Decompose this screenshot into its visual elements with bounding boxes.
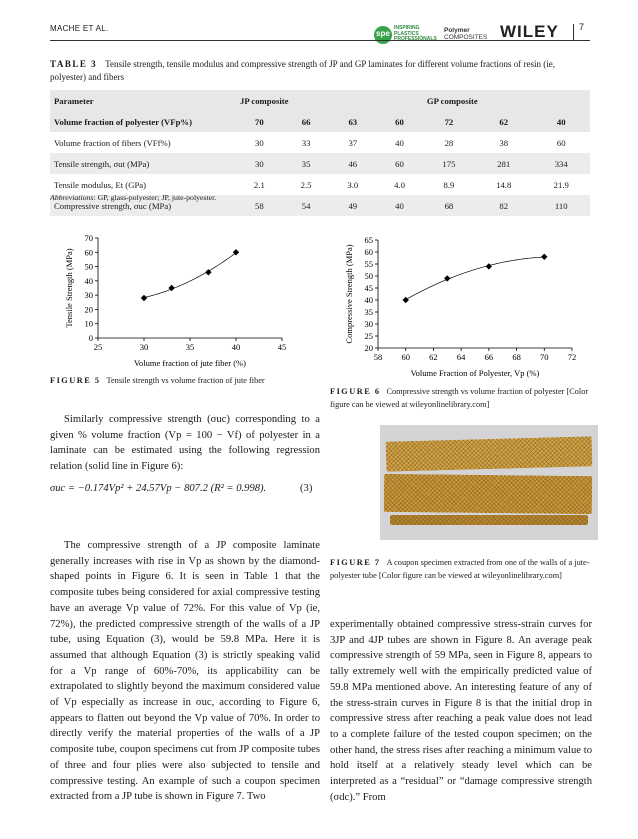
y-tick-label: 55: [364, 259, 373, 269]
x-tick-label: 72: [567, 352, 577, 362]
x-tick-label: 30: [139, 342, 149, 352]
y-tick-label: 20: [364, 343, 373, 353]
table-cell: 46: [329, 153, 376, 174]
x-axis-title: Volume fraction of jute fiber (%): [134, 358, 246, 368]
table-cell: 66: [283, 111, 330, 132]
table-cell: 40: [376, 195, 423, 216]
figure-6-label: FIGURE 6: [330, 387, 381, 396]
y-tick-label: 0: [88, 333, 93, 343]
figure-5-caption-text: Tensile strength vs volume fraction of jute fiber: [106, 376, 265, 385]
y-tick-label: 30: [84, 290, 93, 301]
paragraph-stress-strain: experimentally obtained compressive stress-strain curves for 3JP and 4JP tubes are shown in Figure 8. An average peak compressive strength of 59 MPa, seen in Figure 8, appears to tally extremely well with the empirically predicted value of 59.8 MPa mentioned above. An interesting feature of any of the stress-strain curves in Figure 8 is that the initial drop in compressive stress after reaching a peak value does not lead to a complete failure of the tested coupon specimen; on the other hand, the stress rises after reaching a minimum value to hold itself at a relatively steady level which can be interpreted as a “residual” or “damage compressive strength (σdc).” From: [330, 619, 592, 803]
table-cell: 28: [444, 137, 454, 148]
coupon-specimen-photo: [380, 425, 598, 540]
figure-6-caption: [330, 385, 592, 411]
table-cell: 68: [423, 195, 475, 216]
table-cell: 4.0: [394, 179, 405, 190]
table-cell: 40: [532, 111, 590, 132]
y-tick-label: 65: [364, 235, 373, 245]
table-cell: 72: [423, 111, 475, 132]
table-cell: Tensile modulus, Et (GPa): [54, 179, 147, 190]
y-axis-title: Tensile Strength (MPa): [64, 248, 74, 328]
figure-5-caption: [50, 374, 320, 387]
abbrev-text: : GP, glass-polyester; JP, jute-polyester.: [93, 193, 217, 202]
x-tick-label: 70: [540, 352, 549, 362]
paragraph-regression-intro: Similarly compressive strength (σuc) corresponding to a given % volume fraction (Vp = 100 − Vf) of polyester in a laminate can be estimated using the following regression relation (solid line in Figure 6):: [50, 414, 320, 473]
table-abbreviations: [50, 193, 216, 202]
table-caption-text: Tensile strength, tensile modulus and compressive strength of JP and GP laminates for different volume fractions of resin (ie, polyester) and fibers: [50, 59, 556, 82]
x-tick-label: 64: [456, 352, 466, 362]
trend-line: [406, 257, 545, 300]
table-cell: 58: [236, 195, 283, 216]
table-cell: 54: [283, 195, 330, 216]
table-cell: 33: [301, 137, 311, 148]
x-tick-label: 25: [93, 342, 103, 352]
data-point-diamond: [486, 263, 492, 269]
y-tick-label: 50: [84, 261, 93, 272]
table-row: [50, 153, 590, 174]
x-tick-label: 66: [484, 352, 494, 362]
page-number: 7: [579, 22, 585, 32]
tensile-strength-chart: [50, 228, 310, 368]
figure-7-caption: [330, 556, 592, 582]
figure-5-label: FIGURE 5: [50, 376, 101, 385]
paragraph-compressive-discussion: The compressive strength of a JP composite laminate generally increases with rise in Vp as shown by the diamond-shaped points in Figure 6. It is seen in Table 1 that the composite tubes being considered for axial compressive testing have an average Vp value of 72%. For this value of Vp (ie, 72%), the predicted compressive strength of the walls of a JP tube, using Equation (3), would be 59.8 MPa. Here it is assumed that although Equation (3) is strictly speaking valid for a Vp range of 60%-70%, its applicability can be extrapolated to slightly beyond the maximum considered value of Vp especially as increase in σuc, according to Figure 6, appears to flatten out beyond the Vp value of 70%. In order to directly verify the material properties of the walls of a JP composite tube, coupon specimens cut from JP composite tubes of three and four plies were also subjected to tensile and compressive testing. An example of such a coupon specimen extracted from a JP tube is shown in Figure 7. Two: [50, 540, 320, 803]
table-cell: 30: [236, 153, 283, 174]
table-cell: Compressive strength, σuc (MPa): [50, 195, 236, 216]
table-cell: 62: [475, 111, 532, 132]
table-cell: 175: [423, 153, 475, 174]
trend-line: [144, 253, 236, 298]
y-tick-label: 40: [84, 275, 93, 286]
spe-logo-text: INSPIRING PLASTICS PROFESSIONALS: [394, 25, 437, 42]
table-cell: 40: [395, 137, 404, 148]
table-cell: 60: [376, 153, 423, 174]
table-cell: 334: [532, 153, 590, 174]
x-tick-label: 62: [429, 352, 438, 362]
equation-3: σuc = −0.174Vp² + 24.57Vp − 807.2 (R² = 0.998).: [50, 483, 267, 494]
running-header-author: MACHE ET AL.: [50, 24, 109, 33]
table-cell: Tensile strength, σut (MPa): [50, 153, 236, 174]
y-tick-label: 40: [364, 295, 373, 305]
specimen-plate-bottom: [384, 474, 592, 514]
table-cell: 30: [255, 137, 264, 148]
table-cell: 110: [532, 195, 590, 216]
y-tick-label: 60: [84, 247, 93, 258]
table-cell: 2.1: [253, 179, 265, 190]
specimen-plate-top: [386, 436, 593, 471]
table-cell: 60: [376, 111, 423, 132]
table-cell: 37: [348, 137, 358, 148]
x-tick-label: 60: [401, 352, 410, 362]
abbrev-label: Abbreviations: [50, 193, 94, 202]
table-cell: 8.9: [443, 179, 455, 190]
table-row: [50, 174, 590, 195]
compressive-strength-chart: [330, 232, 592, 378]
data-point-diamond: [403, 297, 409, 303]
logo-polymer-word: Polymer: [444, 27, 470, 34]
table-cell: 14.8: [496, 179, 512, 190]
spe-logo-mark: spe: [376, 29, 390, 38]
y-tick-label: 70: [84, 233, 93, 243]
figure-6-caption-text: Compressive strength vs volume fraction of polyester [Color figure can be viewed at wileyonlinelibrary.com]: [330, 387, 589, 409]
equation-number: (3): [300, 483, 313, 494]
y-tick-label: 45: [364, 283, 373, 293]
y-tick-label: 60: [364, 247, 373, 257]
x-tick-label: 35: [185, 342, 195, 352]
table-cell: Volume fraction of fibers (VFf%): [54, 137, 171, 148]
table-header-cell: JP composite: [236, 90, 423, 111]
y-tick-label: 50: [364, 271, 373, 281]
table-cell: 60: [556, 137, 566, 148]
x-tick-label: 40: [231, 342, 241, 352]
table-cell: 281: [475, 153, 532, 174]
table-header-row: [50, 90, 590, 111]
y-tick-label: 25: [364, 331, 373, 341]
table-cell: 49: [329, 195, 376, 216]
header-page-divider: [573, 24, 574, 40]
table-header-cell: GP composite: [423, 90, 590, 111]
table-cell: Volume fraction of polyester (VFp%): [50, 111, 236, 132]
specimen-plate-edge: [390, 515, 588, 525]
header-rule: [50, 40, 590, 41]
table-label: TABLE 3: [50, 59, 98, 69]
x-tick-label: 45: [277, 342, 287, 352]
table-cell: 35: [283, 153, 330, 174]
table-cell: 82: [475, 195, 532, 216]
table-row: [50, 132, 590, 153]
y-axis-title: Compressive Strength (MPa): [344, 244, 354, 344]
table-cell: 2.5: [300, 179, 312, 190]
table-cell: 38: [499, 137, 509, 148]
x-tick-label: 58: [373, 352, 383, 362]
y-tick-label: 35: [364, 307, 373, 317]
figure-7-label: FIGURE 7: [330, 558, 381, 567]
table-cell: 21.9: [553, 179, 569, 190]
figure-7-caption-text: A coupon specimen extracted from one of the walls of a jute-polyester tube [Color figure can be viewed at wileyonlinelibrary.com]: [330, 558, 590, 580]
table-caption: [50, 58, 590, 84]
wiley-logo: WILEY: [500, 22, 559, 41]
y-tick-label: 30: [364, 319, 373, 329]
table-row: [50, 111, 590, 132]
spe-logo: [374, 26, 392, 44]
x-tick-label: 68: [512, 352, 521, 362]
data-point-diamond: [541, 254, 547, 260]
y-tick-label: 10: [84, 318, 93, 329]
table-cell: 63: [329, 111, 376, 132]
table-header-cell: Parameter: [50, 90, 236, 111]
y-tick-label: 20: [84, 304, 93, 315]
table-cell: 3.0: [347, 179, 359, 190]
x-axis-title: Volume Fraction of Polyester, Vp (%): [410, 368, 540, 378]
table-cell: 70: [236, 111, 283, 132]
logo-composites-word: COMPOSITES: [444, 34, 488, 41]
polymer-composites-logo: [444, 27, 487, 41]
data-point-diamond: [141, 295, 147, 301]
